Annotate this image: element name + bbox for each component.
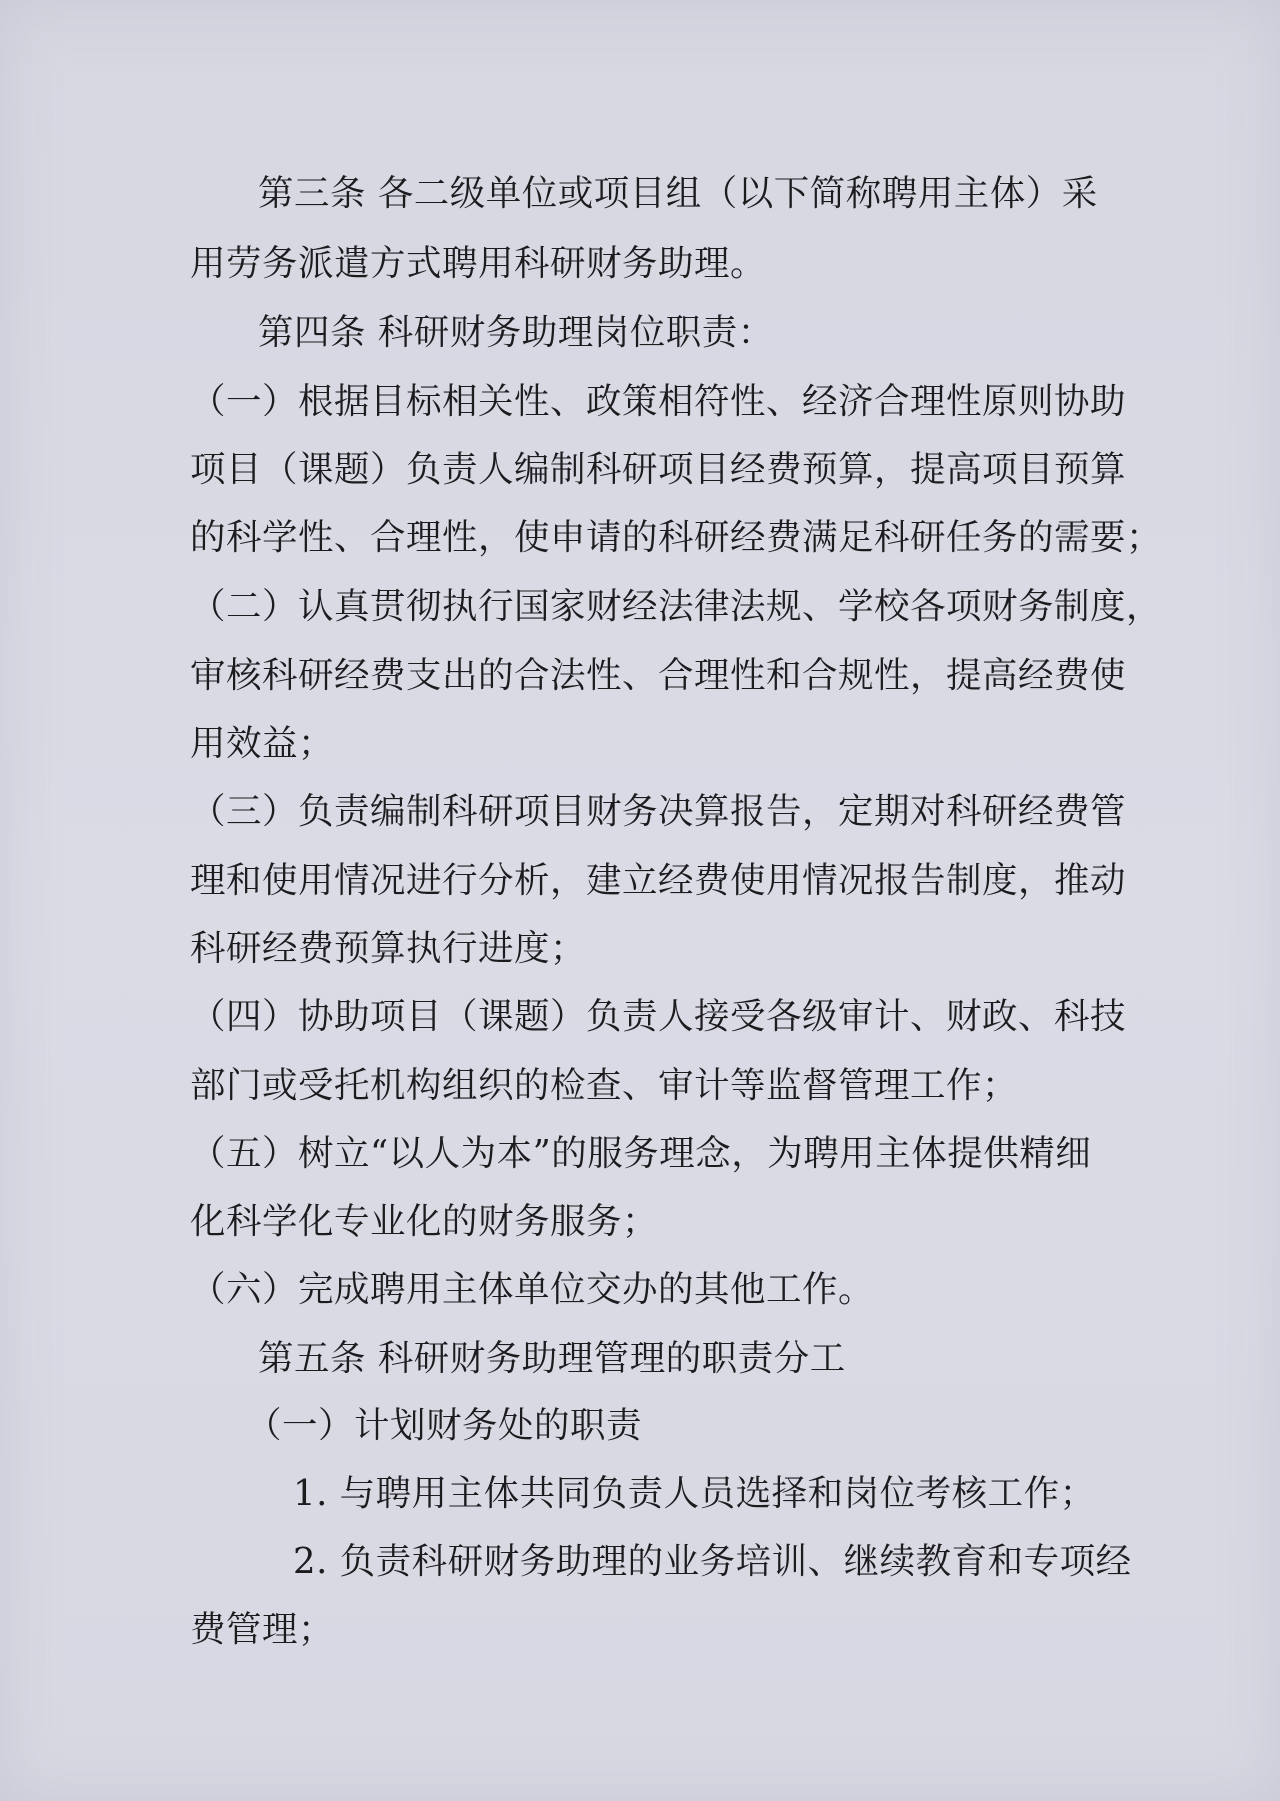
item-4-line-1: （四）协助项目（课题）负责人接受各级审计、财政、科技 — [190, 996, 1127, 1037]
article-4-heading: 第四条 科研财务助理岗位职责： — [258, 312, 774, 353]
subsection-1-heading: （一）计划财务处的职责 — [246, 1405, 643, 1446]
item-1-line-3: 的科学性、合理性，使申请的科研经费满足科研任务的需要； — [190, 517, 1163, 558]
item-3-line-3: 科研经费预算执行进度； — [190, 928, 587, 969]
article-5-heading: 第五条 科研财务助理管理的职责分工 — [258, 1338, 846, 1379]
item-5-line-2: 化科学化专业化的财务服务； — [190, 1201, 659, 1242]
article-3-line-1: 第三条 各二级单位或项目组（以下简称聘用主体）采 — [258, 173, 1098, 214]
item-3-line-2: 理和使用情况进行分析，建立经费使用情况报告制度，推动 — [190, 860, 1127, 901]
article-3-line-2: 用劳务派遣方式聘用科研财务助理。 — [190, 243, 767, 284]
item-1-line-1: （一）根据目标相关性、政策相符性、经济合理性原则协助 — [190, 381, 1127, 422]
duty-1-line-1: 1. 与聘用主体共同负责人员选择和岗位考核工作； — [293, 1473, 1096, 1514]
duty-2-line-1: 2. 负责科研财务助理的业务培训、继续教育和专项经 — [293, 1541, 1132, 1582]
item-4-line-2: 部门或受托机构组织的检查、审计等监督管理工作； — [190, 1065, 1019, 1106]
item-1-line-2: 项目（课题）负责人编制科研项目经费预算，提高项目预算 — [190, 449, 1127, 490]
item-2-line-1: （二）认真贯彻执行国家财经法律法规、学校各项财务制度， — [190, 586, 1163, 627]
duty-2-line-2: 费管理； — [190, 1609, 335, 1650]
item-2-line-2: 审核科研经费支出的合法性、合理性和合规性，提高经费使 — [190, 655, 1127, 696]
item-5-line-1: （五）树立“以人为本”的服务理念，为聘用主体提供精细 — [190, 1133, 1092, 1174]
item-3-line-1: （三）负责编制科研项目财务决算报告，定期对科研经费管 — [190, 791, 1127, 832]
item-6-line-1: （六）完成聘用主体单位交办的其他工作。 — [190, 1269, 875, 1310]
item-2-line-3: 用效益； — [190, 723, 335, 764]
